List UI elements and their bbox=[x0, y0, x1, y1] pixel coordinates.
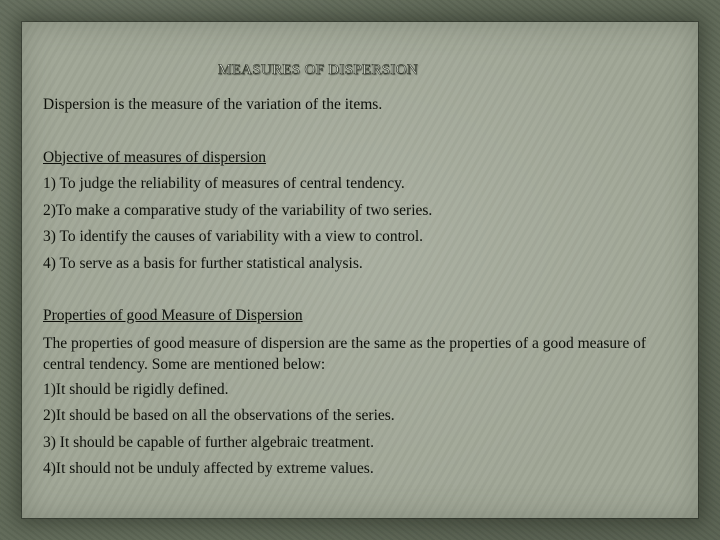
intro-text: Dispersion is the measure of the variation of the items. bbox=[43, 96, 383, 113]
slide-body bbox=[43, 92, 683, 483]
objectives-section bbox=[43, 145, 683, 278]
properties-section bbox=[43, 303, 683, 483]
properties-heading: Properties of good Measure of Dispersion bbox=[43, 307, 303, 324]
objectives-heading: Objective of measures of dispersion bbox=[43, 148, 266, 166]
property-item: 4)It should not be unduly affected by extreme values. bbox=[43, 460, 374, 477]
objective-item: 2)To make a comparative study of the variability of two series. bbox=[43, 201, 433, 219]
property-item: 1)It should be rigidly defined. bbox=[43, 380, 229, 398]
property-item: 3) It should be capable of further algebraic treatment. bbox=[43, 433, 374, 451]
property-item: 2)It should be based on all the observations of the series. bbox=[43, 407, 395, 424]
objective-item: 4) To serve as a basis for further statistical analysis. bbox=[43, 254, 363, 272]
slide-title: MEASURES OF DISPERSION bbox=[218, 62, 418, 78]
properties-description: The properties of good measure of dispersion are the same as the properties of a good measure of central tendency. Some are mentioned below: bbox=[43, 334, 647, 373]
objective-item: 1) To judge the reliability of measures of central tendency. bbox=[43, 175, 405, 192]
objective-item: 3) To identify the causes of variability with a view to control. bbox=[43, 228, 424, 245]
